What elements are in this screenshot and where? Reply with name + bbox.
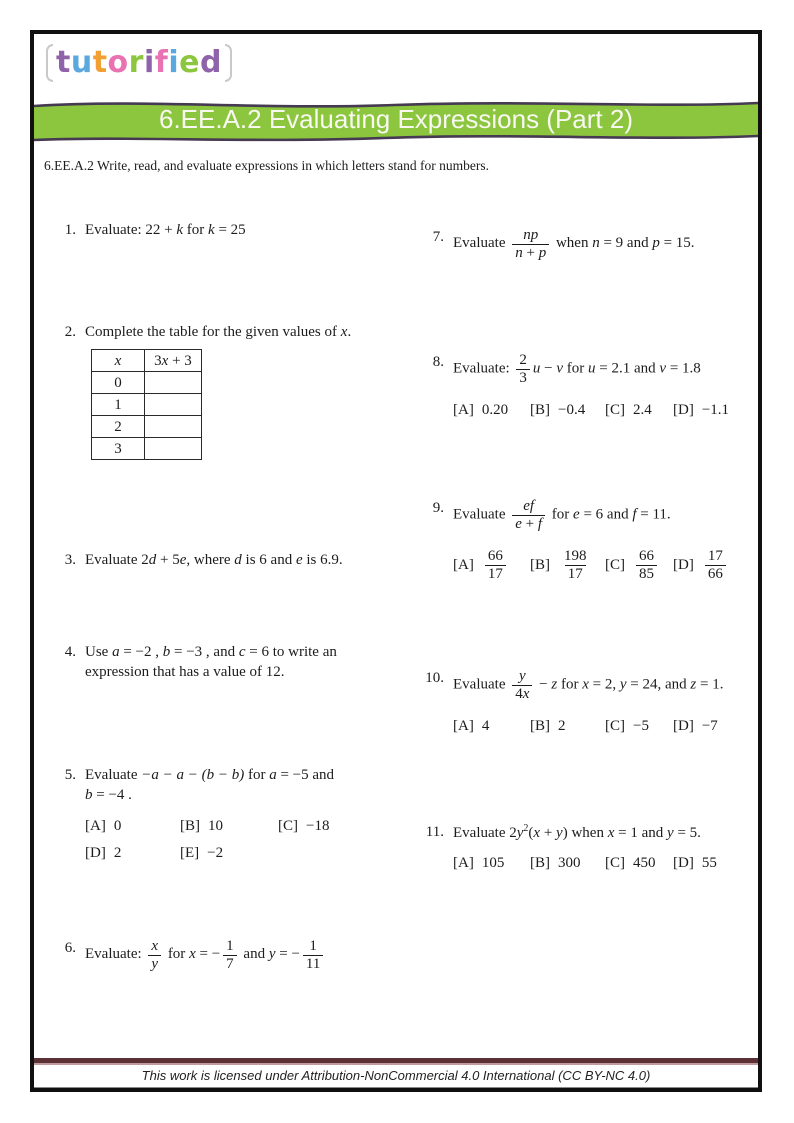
option-d — [673, 716, 718, 736]
option-value: $\frac{66}{85}$ — [633, 548, 660, 582]
option-b — [530, 548, 605, 582]
option-label: [C] — [605, 718, 625, 734]
option-label: [C] — [605, 556, 625, 573]
option-label: [A] — [453, 855, 474, 872]
problem-text: Evaluate $\frac{y}{4x}$ − z for x = 2, y = 24, and z = 1. — [453, 668, 724, 702]
option-d — [85, 843, 180, 863]
problem-8 — [418, 352, 748, 420]
table-row — [92, 350, 202, 372]
option-value: $\frac{198}{17}$ — [564, 548, 587, 582]
option-c — [605, 853, 673, 873]
option-d — [673, 853, 717, 873]
problem-text: Complete the table for the given values of x. — [85, 324, 352, 340]
option-value: 0.20 — [481, 402, 509, 418]
problem-text: Evaluate: 22 + k for k = 25 — [85, 222, 246, 238]
table-row — [92, 394, 202, 416]
option-a — [453, 853, 530, 873]
options-row — [453, 400, 748, 420]
table-header-x: x — [92, 350, 145, 372]
page-title: 6.EE.A.2 Evaluating Expressions (Part 2) — [158, 104, 633, 134]
table-cell-x: 3 — [92, 438, 145, 460]
options-row — [453, 853, 753, 873]
options-row — [453, 716, 753, 736]
problem-number: 6. — [64, 940, 76, 956]
option-label: [B] — [530, 718, 550, 734]
option-value: 2 — [113, 844, 122, 861]
problem-text: Evaluate $\frac{ef}{e + f}$ for e = 6 and f = 11. — [453, 498, 671, 532]
option-label: [C] — [278, 817, 298, 834]
option-value: 2.4 — [633, 402, 652, 418]
options-row — [85, 843, 398, 863]
option-b — [180, 816, 278, 836]
option-label: [C] — [605, 855, 625, 872]
problem-number: 10. — [425, 670, 444, 686]
problem-5 — [58, 765, 398, 863]
option-label: [E] — [180, 844, 200, 861]
option-label: [B] — [530, 855, 550, 872]
problem-number: 7. — [432, 229, 444, 245]
table-cell-blank — [145, 394, 202, 416]
option-value: −18 — [306, 817, 330, 834]
problem-3 — [58, 550, 418, 570]
option-value: −2 — [207, 844, 224, 861]
options-row — [85, 816, 398, 836]
option-a — [453, 548, 530, 582]
problem-text: expression that has a value of 12. — [85, 664, 285, 681]
problem-7 — [418, 227, 748, 261]
option-b — [530, 716, 605, 736]
option-value: 4 — [481, 718, 490, 734]
option-value: −1.1 — [701, 402, 730, 418]
option-label: [D] — [673, 402, 694, 418]
problem-number: 9. — [432, 500, 444, 516]
option-value: $\frac{66}{17}$ — [482, 548, 509, 582]
option-d — [673, 548, 729, 582]
option-c — [278, 816, 329, 836]
options-row — [453, 548, 748, 582]
option-label: [D] — [673, 556, 694, 573]
option-c — [605, 400, 673, 420]
table-cell-x: 2 — [92, 416, 145, 438]
option-value: 10 — [208, 817, 223, 834]
license-text: This work is licensed under Attribution-NonCommercial 4.0 International (CC BY-NC 4.0) — [34, 1065, 758, 1088]
table-cell-blank — [145, 438, 202, 460]
problem-2 — [58, 322, 398, 460]
problem-text: Evaluate $\frac{np}{n + p}$ when n = 9 and p = 15. — [453, 227, 695, 261]
problem-text: Use a = −2 , b = −3 , and c = 6 to write an — [85, 644, 337, 660]
option-d — [673, 400, 729, 420]
standard-description: 6.EE.A.2 Write, read, and evaluate expressions in which letters stand for numbers. — [44, 158, 489, 173]
problem-number: 4. — [64, 644, 76, 660]
option-value: 0 — [113, 817, 122, 834]
problem-number: 2. — [64, 324, 76, 340]
tutorified-logo — [46, 44, 232, 82]
problem-6 — [58, 938, 418, 972]
table-cell-blank — [145, 372, 202, 394]
option-value: 300 — [558, 855, 581, 872]
table-cell-blank — [145, 416, 202, 438]
option-value: $\frac{17}{66}$ — [702, 548, 729, 582]
problem-text: Evaluate 2d + 5e, where d is 6 and e is 6.9. — [85, 552, 343, 568]
option-label: [D] — [673, 718, 694, 734]
problem-text: Evaluate: $\frac{x}{y}$ for x = − $\frac{1}{7}$ and y = − $\frac{1}{11}$ — [85, 946, 326, 962]
option-label: [B] — [180, 817, 200, 834]
problem-number: 5. — [64, 767, 76, 783]
table-row — [92, 438, 202, 460]
option-value: 55 — [701, 855, 717, 872]
table-cell-x: 1 — [92, 394, 145, 416]
problem-11 — [418, 822, 753, 874]
option-b — [530, 400, 605, 420]
title-banner — [34, 96, 758, 144]
option-value: −0.4 — [558, 402, 586, 418]
option-a — [453, 716, 530, 736]
problem-4 — [58, 642, 388, 683]
values-table — [91, 349, 202, 460]
option-a — [453, 400, 530, 420]
logo-text: tutorified — [56, 45, 222, 80]
problem-1 — [58, 220, 398, 240]
option-value: −7 — [701, 718, 718, 734]
footer — [34, 1058, 758, 1088]
option-label: [D] — [85, 844, 106, 861]
option-c — [605, 548, 673, 582]
table-row — [92, 416, 202, 438]
option-label: [A] — [453, 402, 474, 418]
table-header-expression: 3x + 3 — [145, 350, 202, 372]
table-cell-x: 0 — [92, 372, 145, 394]
option-c — [605, 716, 673, 736]
option-label: [D] — [673, 855, 694, 872]
option-label: [A] — [85, 817, 106, 834]
problem-9 — [418, 498, 748, 582]
problem-text: Evaluate $2y^2(x + y)$ when x = 1 and y = 5. — [453, 823, 701, 841]
logo-bracket-left-icon — [46, 44, 53, 82]
option-label: [B] — [530, 556, 550, 573]
option-b — [530, 853, 605, 873]
table-row — [92, 372, 202, 394]
logo-bracket-right-icon — [225, 44, 232, 82]
problem-number: 11. — [425, 824, 444, 840]
option-label: [A] — [453, 718, 474, 734]
problem-text: b = −4 . — [85, 787, 132, 804]
option-value: −5 — [633, 718, 649, 734]
problem-number: 8. — [432, 354, 444, 370]
option-e — [180, 843, 278, 863]
option-label: [A] — [453, 556, 474, 573]
problem-text: Evaluate: $\frac{2}{3}$ u − v for u = 2.1 and v = 1.8 — [453, 352, 701, 386]
problem-10 — [418, 668, 753, 736]
worksheet-frame — [30, 30, 762, 1092]
problem-text: Evaluate −a − a − (b − b) for a = −5 and — [85, 767, 335, 783]
option-label: [C] — [605, 402, 625, 418]
option-label: [B] — [530, 402, 550, 418]
problem-number: 1. — [64, 222, 76, 238]
problem-number: 3. — [64, 552, 76, 568]
option-value: 2 — [558, 718, 566, 734]
option-a — [85, 816, 180, 836]
option-value: 105 — [481, 855, 505, 872]
option-value: 450 — [633, 855, 656, 872]
